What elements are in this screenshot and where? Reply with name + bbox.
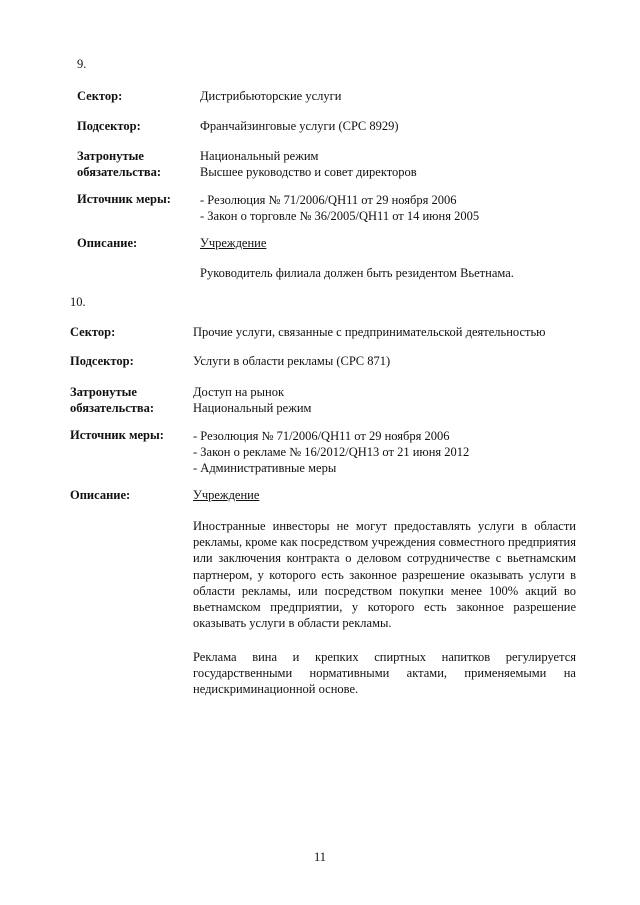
sector-label: Сектор: xyxy=(77,89,123,103)
obligations-label: Затронутые обязательства: xyxy=(70,385,155,415)
subsector-label: Подсектор: xyxy=(77,119,141,133)
sector-value: Прочие услуги, связанные с предпринимательской деятельностью xyxy=(193,325,546,339)
source-value: - Резолюция № 71/2006/QH11 от 29 ноября 2006 - Закон о торговле № 36/2005/QH11 от 14 июня 2005 xyxy=(200,193,480,223)
subsector-value: Франчайзинговые услуги (CPC 8929) xyxy=(200,119,399,133)
description-paragraph: Реклама вина и крепких спиртных напитков регулируется государственными нормативными актами, применяемыми на недискриминационной основе. xyxy=(193,650,576,697)
entry-number: 9. xyxy=(77,57,87,71)
description-heading: Учреждение xyxy=(200,236,267,250)
page-number: 11 xyxy=(313,850,327,864)
description-label: Описание: xyxy=(77,236,138,250)
description-paragraph: Иностранные инвесторы не могут предоставлять услуги в области рекламы, кроме как посредством учреждения совместного предприятия или заключения контракта о деловом сотрудничестве с вьетнамским партнером, у которого есть законное разрешение оказывать услуги в области рекламы, или посредством покупки менее 100% акций во вьетнамском предприятии, у которого есть законное разрешение оказывать услуги в области рекламы. xyxy=(193,519,576,631)
source-value: - Резолюция № 71/2006/QH11 от 29 ноября 2006 - Закон о рекламе № 16/2012/QH13 от 21 июня 2012 - Административные меры xyxy=(193,429,470,475)
obligations-value: Доступ на рынок Национальный режим xyxy=(193,385,312,415)
description-label: Описание: xyxy=(70,488,131,502)
obligations-value: Национальный режим Высшее руководство и совет директоров xyxy=(200,149,417,179)
sector-label: Сектор: xyxy=(70,325,116,339)
description-paragraph: Руководитель филиала должен быть резидентом Вьетнама. xyxy=(200,266,514,280)
source-label: Источник меры: xyxy=(70,428,164,442)
obligations-label: Затронутые обязательства: xyxy=(77,149,162,179)
description-heading: Учреждение xyxy=(193,488,260,502)
source-label: Источник меры: xyxy=(77,192,171,206)
subsector-value: Услуги в области рекламы (CPC 871) xyxy=(193,354,391,368)
sector-value: Дистрибьюторские услуги xyxy=(200,89,342,103)
subsector-label: Подсектор: xyxy=(70,354,134,368)
entry-number: 10. xyxy=(70,295,86,309)
